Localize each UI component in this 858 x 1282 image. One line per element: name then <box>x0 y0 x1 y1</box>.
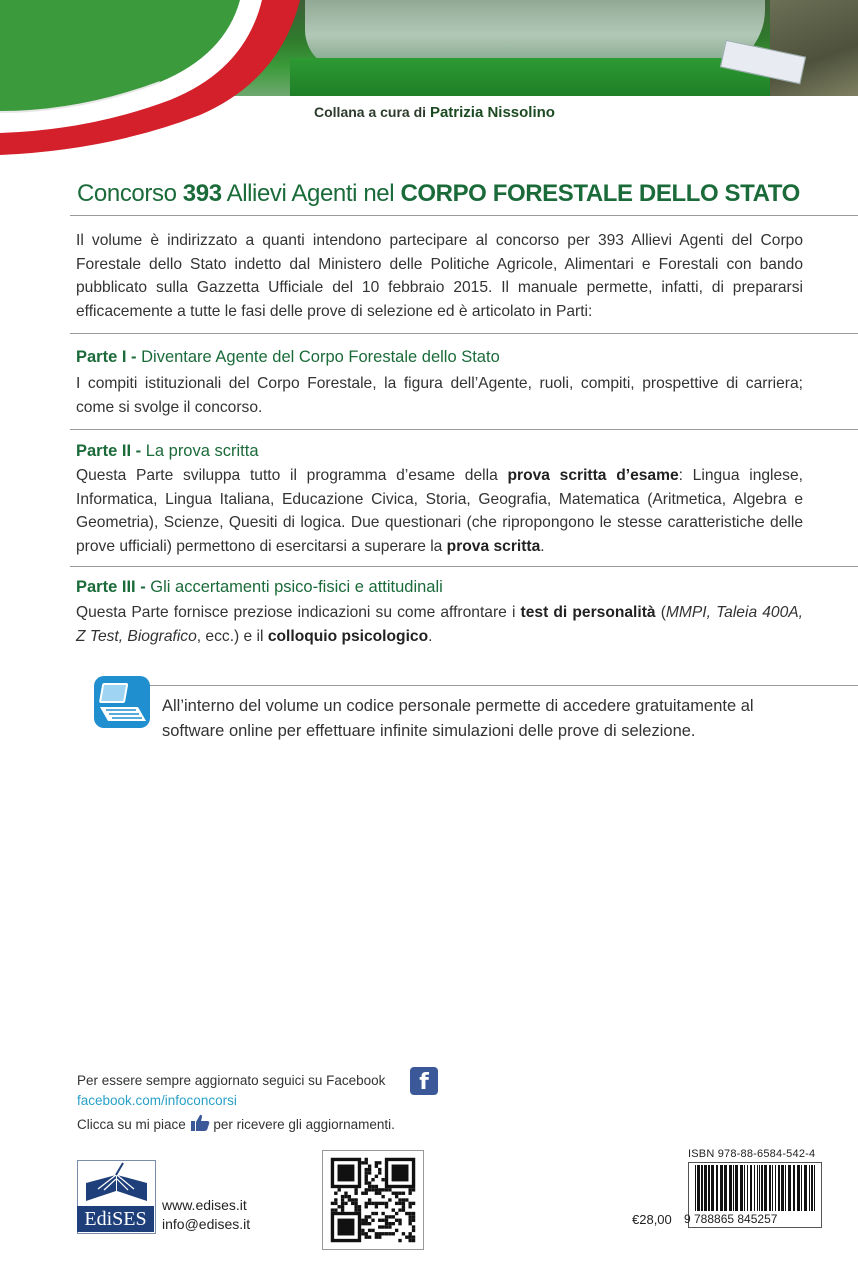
tricolor-swoosh <box>0 0 320 170</box>
qr-code[interactable] <box>322 1150 424 1250</box>
ranger-figure <box>770 0 858 96</box>
barcode-graphic <box>689 1163 821 1213</box>
series-editor-prefix: Collana a cura di <box>314 104 427 120</box>
part-2-heading: Parte II - La prova scritta <box>76 442 259 460</box>
series-editor <box>314 104 555 121</box>
divider <box>70 429 858 430</box>
price: €28,00 <box>632 1212 672 1227</box>
barcode-number: 9 788865 845257 <box>684 1212 778 1226</box>
publisher-name: EdiSES <box>77 1206 154 1232</box>
part-1-heading: Parte I - Diventare Agente del Corpo Forestale dello Stato <box>76 348 500 366</box>
divider <box>70 566 858 567</box>
thumbs-up-icon <box>190 1114 210 1132</box>
part-1-text: I compiti istituzionali del Corpo Forestale, la figura dell’Agente, ruoli, compiti, prospettive di carriera; come si svolge il concorso. <box>76 375 803 416</box>
intro-paragraph: Il volume è indirizzato a quanti intendono partecipare al concorso per 393 Allievi Agenti del Corpo Forestale dello Stato indetto dal Ministero delle Politiche Agricole, Alimentari e Forestali con bando pubblicato sulla Gazzetta Ufficiale del 10 febbraio 2015. Il manuale permette, infatti, di prepararsi efficacemente a tutte le fasi delle prove di selezione ed è articolato in Parti: <box>76 232 803 320</box>
book-icon <box>78 1161 155 1207</box>
divider <box>70 333 858 334</box>
website-link[interactable]: www.edises.it <box>162 1197 247 1213</box>
facebook-link[interactable]: facebook.com/infoconcorsi <box>77 1093 237 1108</box>
facebook-icon[interactable]: f <box>410 1067 438 1095</box>
part-2-text: Questa Parte sviluppa tutto il programma d’esame della prova scritta d’esame: Lingua inglese, Informatica, Lingua Italiana, Educazione Civica, Storia, Geografia, Matematica (Aritmetica, Algebra e Geometria), Scienze, Quesiti di logica. Due questionari (che ripropongono le stesse caratteristiche delle prove ufficiali) permettono di esercitarsi a superare la prova scritta. <box>76 467 803 555</box>
divider <box>148 685 858 686</box>
like-line: Clicca su mi piace per ricevere gli aggiornamenti. <box>77 1114 395 1132</box>
page-title: Concorso 393 Allievi Agenti nel CORPO FORESTALE DELLO STATO <box>77 180 800 207</box>
software-note: All’interno del volume un codice personale permette di accedere gratuitamente al software online per effettuare infinite simulazioni delle prove di selezione. <box>162 697 754 740</box>
laptop-icon <box>92 674 152 730</box>
isbn-label: ISBN 978-88-6584-542-4 <box>688 1148 816 1160</box>
email-link[interactable]: info@edises.it <box>162 1216 251 1232</box>
divider <box>70 215 858 216</box>
part-3-text: Questa Parte fornisce preziose indicazioni su come affrontare i test di personalità (MMPI, Taleia 400A, Z Test, Biografico, ecc.) e il colloquio psicologico. <box>76 604 803 645</box>
part-3-heading: Parte III - Gli accertamenti psico-fisici e attitudinali <box>76 578 443 596</box>
facebook-line: Per essere sempre aggiornato seguici su Facebook <box>77 1073 386 1088</box>
qr-code-graphic <box>323 1151 423 1249</box>
series-editor-name: Patrizia Nissolino <box>429 104 555 121</box>
